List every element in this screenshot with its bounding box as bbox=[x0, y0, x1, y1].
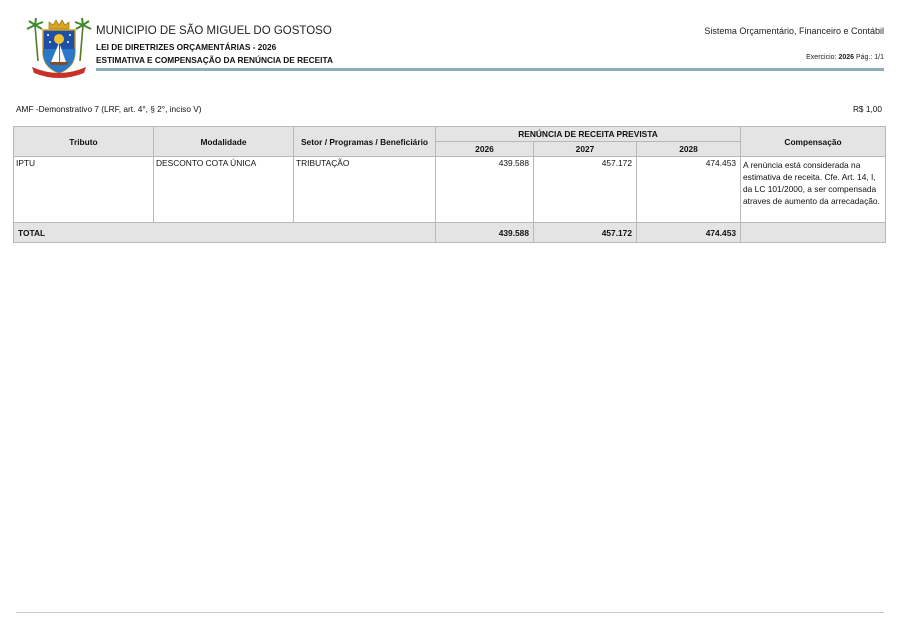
header-year-2028: 2028 bbox=[637, 142, 741, 157]
header-tributo: Tributo bbox=[14, 127, 154, 157]
report-subtitle: ESTIMATIVA E COMPENSAÇÃO DA RENÚNCIA DE RECEITA bbox=[96, 55, 333, 65]
total-2026: 439.588 bbox=[436, 223, 534, 243]
header-setor: Setor / Programas / Beneficiário bbox=[294, 127, 436, 157]
report-title: LEI DE DIRETRIZES ORÇAMENTÁRIAS - 2026 bbox=[96, 42, 277, 52]
cell-tributo: IPTU bbox=[14, 157, 154, 223]
total-row bbox=[14, 223, 886, 243]
page-indicator: Pág.: 1/1 bbox=[855, 54, 884, 61]
cell-compensacao: A renúncia está considerada na estimativa de receita. Cfe. Art. 14, I, da LC 101/2000, a ser compensada atraves de aumento da arrecadação. bbox=[741, 157, 886, 223]
exercicio-label: Exercicio: bbox=[806, 54, 837, 61]
header-year-2026: 2026 bbox=[436, 142, 534, 157]
renuncia-table bbox=[13, 126, 886, 243]
exercicio-info bbox=[806, 54, 884, 61]
cell-value-2027: 457.172 bbox=[534, 157, 637, 223]
total-2028: 474.453 bbox=[637, 223, 741, 243]
exercicio-value: 2026 bbox=[838, 54, 855, 61]
cell-modalidade: DESCONTO COTA ÚNICA bbox=[154, 157, 294, 223]
header-year-2027: 2027 bbox=[534, 142, 637, 157]
report-subheader bbox=[16, 104, 882, 114]
header-compensacao: Compensação bbox=[741, 127, 886, 157]
municipal-coat-of-arms-icon bbox=[26, 17, 92, 79]
total-label: TOTAL bbox=[14, 223, 436, 243]
municipality-name: MUNICIPIO DE SÃO MIGUEL DO GOSTOSO bbox=[96, 25, 332, 37]
cell-value-2028: 474.453 bbox=[637, 157, 741, 223]
total-2027: 457.172 bbox=[534, 223, 637, 243]
header-modalidade: Modalidade bbox=[154, 127, 294, 157]
header-divider bbox=[96, 68, 884, 71]
currency-unit: R$ 1,00 bbox=[852, 104, 882, 114]
total-compensacao bbox=[741, 223, 886, 243]
system-name: Sistema Orçamentário, Financeiro e Contábil bbox=[704, 26, 884, 36]
footer-divider bbox=[16, 612, 884, 613]
cell-value-2026: 439.588 bbox=[436, 157, 534, 223]
report-header bbox=[0, 0, 900, 80]
table-row bbox=[14, 157, 886, 223]
demonstrativo-label: AMF -Demonstrativo 7 (LRF, art. 4°, § 2°, inciso V) bbox=[16, 104, 202, 114]
header-renuncia: RENÚNCIA DE RECEITA PREVISTA bbox=[436, 127, 741, 142]
cell-setor: TRIBUTAÇÃO bbox=[294, 157, 436, 223]
